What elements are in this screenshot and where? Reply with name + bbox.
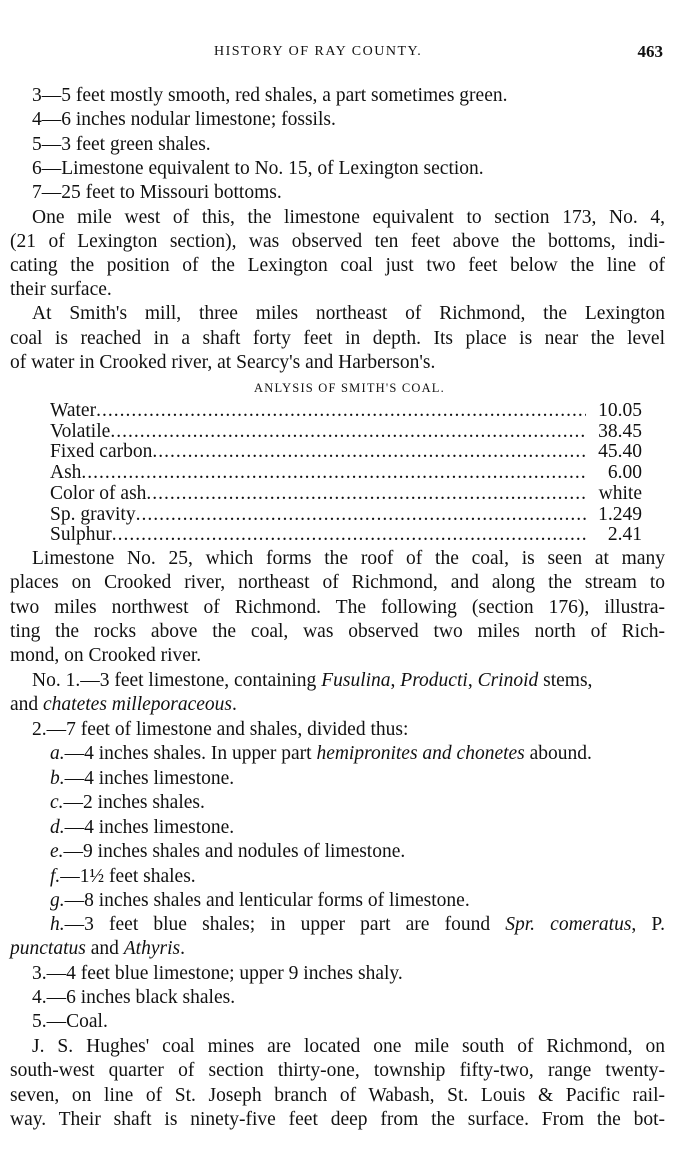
text: .	[180, 938, 185, 959]
item-key: e.	[50, 841, 64, 862]
text-line	[50, 840, 665, 864]
text-line	[10, 937, 665, 961]
text-line: 4.—6 inches black shales.	[32, 987, 236, 1008]
text-line	[10, 693, 665, 717]
table-row	[50, 462, 642, 483]
italic-term: chatetes milleporaceous	[43, 694, 233, 715]
text-line: of water in Crooked river, at Searcy's and Harberson's.	[10, 352, 436, 373]
text-line: 3.—4 feet blue limestone; upper 9 inches shaly.	[32, 963, 403, 984]
italic-term: Producti	[400, 670, 468, 691]
item-key: a.	[50, 743, 65, 764]
text-line: At Smith's mill, three miles northeast of Richmond, the Lexington	[32, 303, 665, 324]
item-key: f.	[50, 866, 61, 887]
text-line: J. S. Hughes' coal mines are located one mile south of Richmond, on	[32, 1036, 665, 1057]
italic-term: Fusulina	[321, 670, 391, 691]
text-line: places on Crooked river, northeast of Richmond, and along the stream to	[10, 572, 665, 593]
table-row	[50, 483, 642, 504]
text-line: their surface.	[10, 279, 112, 300]
text-line: 5—3 feet green shales.	[32, 134, 211, 155]
text: stems,	[538, 670, 593, 691]
running-header	[0, 40, 699, 64]
text-line	[50, 889, 665, 913]
row-value: 1.249	[598, 504, 642, 525]
italic-term: punctatus	[10, 938, 86, 959]
text-line: seven, on line of St. Joseph branch of Wabash, St. Louis & Pacific rail-	[10, 1085, 665, 1106]
item-key: b.	[50, 768, 65, 789]
text: —4 inches limestone.	[64, 768, 235, 789]
table-row	[50, 524, 642, 545]
italic-term: Spr. comeratus	[505, 914, 632, 935]
text: —8 inches shales and lenticular forms of limestone.	[64, 890, 470, 911]
text: .	[232, 694, 237, 715]
analysis-heading: ANLYSIS OF SMITH'S COAL.	[254, 381, 445, 395]
row-label: Water	[50, 400, 97, 421]
text-line	[50, 865, 665, 889]
text-line	[50, 816, 665, 840]
text-line: 7—25 feet to Missouri bottoms.	[32, 182, 282, 203]
text-line	[50, 791, 665, 815]
text: —4 inches limestone.	[64, 817, 235, 838]
row-value: 10.05	[598, 400, 642, 421]
row-label: Volatile	[50, 421, 111, 442]
table-row	[50, 421, 642, 442]
text-line: 5.—Coal.	[32, 1011, 108, 1032]
text: , P.	[631, 914, 665, 935]
row-label: Fixed carbon	[50, 441, 153, 462]
row-value: 6.00	[607, 462, 642, 483]
item-key: g.	[50, 890, 65, 911]
text-line: cating the position of the Lexington coal just two feet below the line of	[10, 255, 665, 276]
item-key: h.	[50, 914, 65, 935]
text-line	[50, 913, 665, 937]
row-label: Sp. gravity	[50, 504, 136, 525]
row-value: 45.40	[598, 441, 642, 462]
text: —4 inches shales. In upper part	[64, 743, 317, 764]
text-line: ting the rocks above the coal, was observed two miles north of Rich-	[10, 621, 665, 642]
text-line: 4—6 inches nodular limestone; fossils.	[32, 109, 336, 130]
text: —9 inches shales and nodules of limestone.	[63, 841, 406, 862]
text: —3 feet blue shales; in upper part are found	[64, 914, 506, 935]
text-line	[32, 669, 665, 693]
text-line	[50, 767, 665, 791]
text-line: (21 of Lexington section), was observed ten feet above the bottoms, indi-	[10, 231, 665, 252]
text: abound.	[524, 743, 592, 764]
text: and	[85, 938, 124, 959]
row-value: 2.41	[607, 524, 642, 545]
text-line: 3—5 feet mostly smooth, red shales, a part sometimes green.	[32, 85, 508, 106]
page-number: 463	[637, 42, 663, 61]
row-label: Color of ash	[50, 483, 147, 504]
text: and	[10, 694, 44, 715]
text-line: coal is reached in a shaft forty feet in depth. Its place is near the level	[10, 328, 665, 349]
text-line	[50, 742, 665, 766]
row-value: white	[598, 483, 642, 504]
text-line: two miles northwest of Richmond. The following (section 176), illustra-	[10, 597, 665, 618]
italic-term: Crinoid	[477, 670, 539, 691]
italic-term: Athyris	[123, 938, 181, 959]
text-line: 2.—7 feet of limestone and shales, divided thus:	[32, 719, 409, 740]
table-row	[50, 504, 642, 525]
item-key: d.	[50, 817, 65, 838]
text-line: One mile west of this, the limestone equivalent to section 173, No. 4,	[32, 207, 665, 228]
text-line: way. Their shaft is ninety-five feet deep from the surface. From the bot-	[10, 1109, 665, 1130]
text-line: mond, on Crooked river.	[10, 645, 202, 666]
row-label: Ash	[50, 462, 82, 483]
text: —1½ feet shales.	[60, 866, 196, 887]
text: No. 1.—3 feet limestone, containing	[32, 670, 322, 691]
table-row	[50, 441, 642, 462]
text-line: Limestone No. 25, which forms the roof of the coal, is seen at many	[32, 548, 665, 569]
italic-term: hemipronites and chonetes	[316, 743, 525, 764]
text-line: south-west quarter of section thirty-one, township fifty-two, range twenty-	[10, 1060, 665, 1081]
table-row	[50, 400, 642, 421]
row-label: Sulphur	[50, 524, 112, 545]
text: ,	[390, 670, 401, 691]
running-title: HISTORY OF RAY COUNTY.	[214, 44, 423, 59]
item-key: c.	[50, 792, 64, 813]
row-value: 38.45	[598, 421, 642, 442]
text: —2 inches shales.	[63, 792, 205, 813]
text: ,	[467, 670, 478, 691]
text-line: 6—Limestone equivalent to No. 15, of Lexington section.	[32, 158, 484, 179]
